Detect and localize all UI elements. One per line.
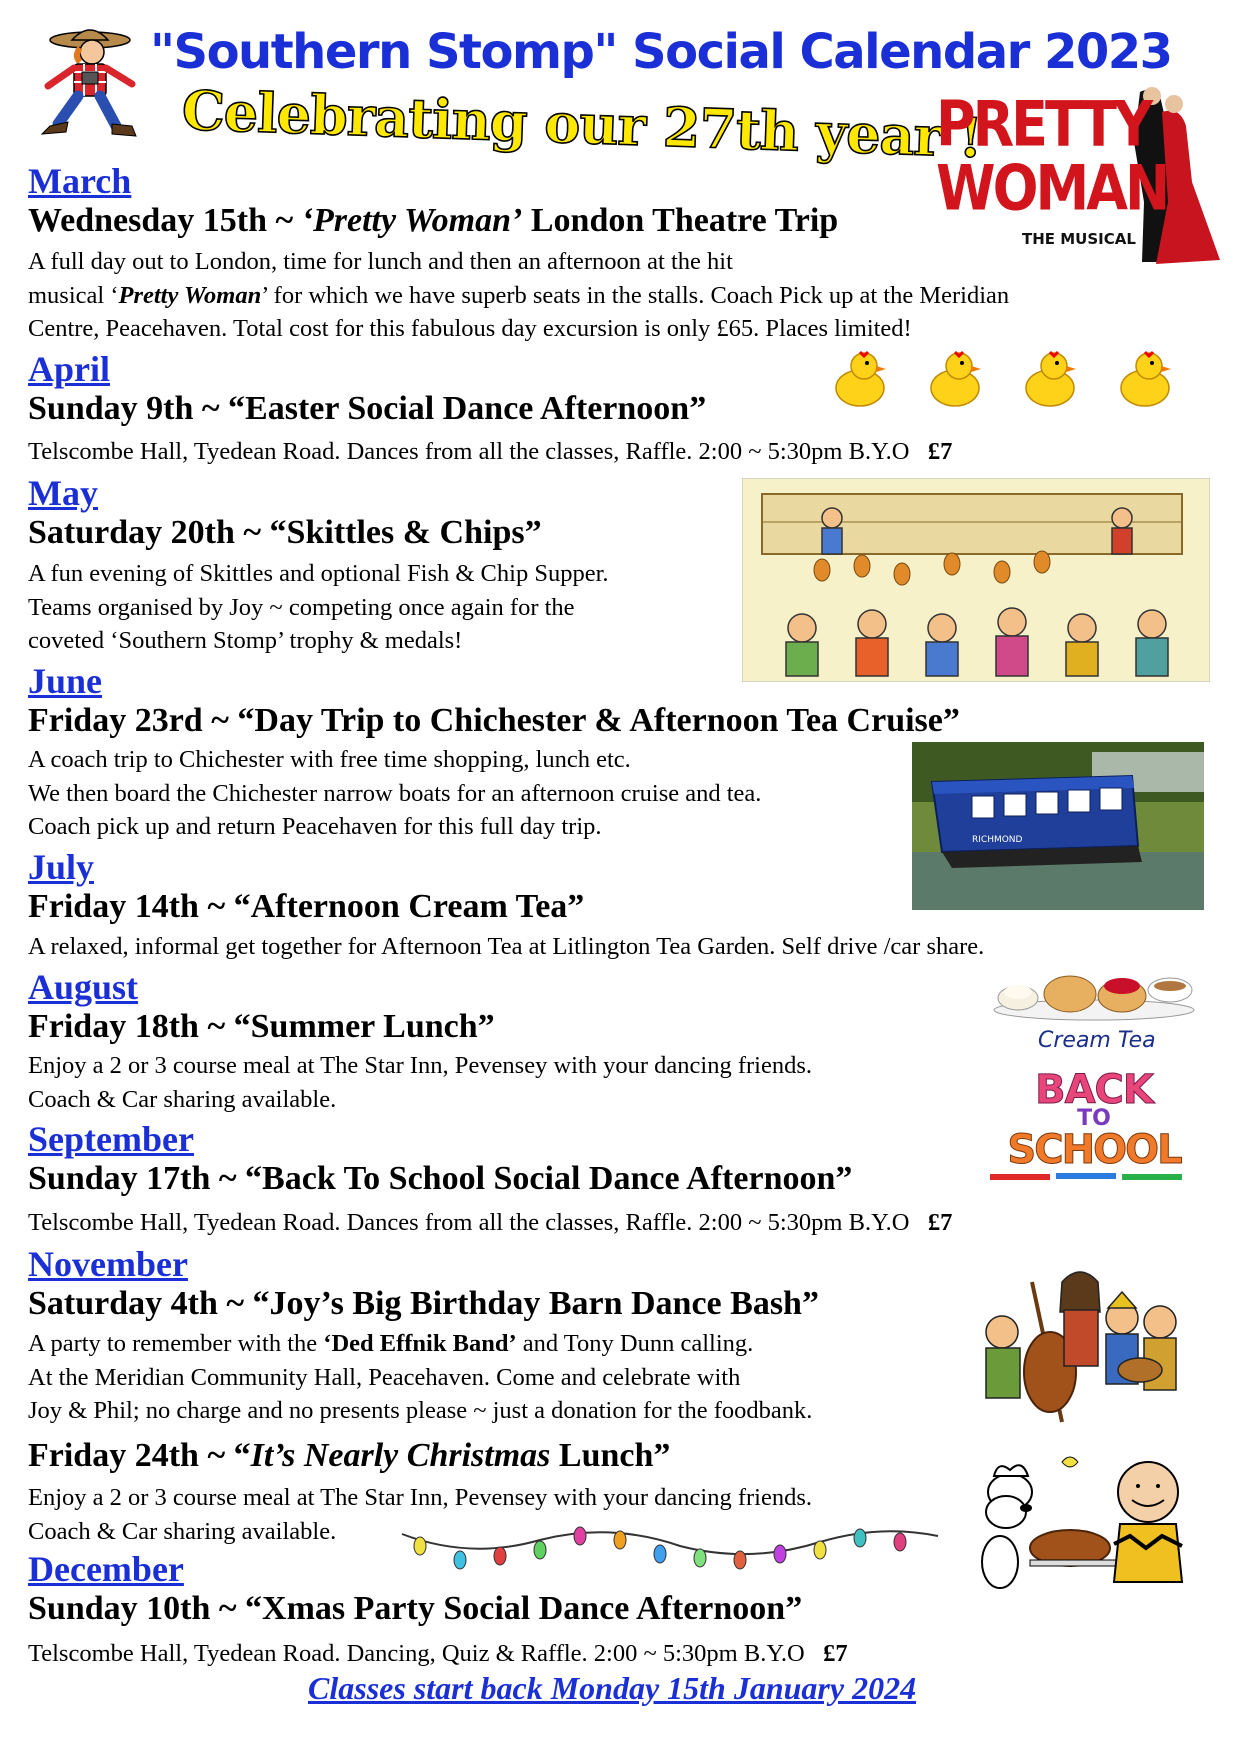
event-title-rest: Lunch” [550, 1437, 671, 1474]
text-run: musical ‘ [28, 281, 119, 309]
description-line [28, 279, 1009, 313]
sign-word-to: TO [1077, 1106, 1111, 1131]
event-description-march [28, 245, 1009, 346]
cream-tea-illustration [988, 964, 1200, 1026]
event-april: Sunday 9th ~ “Easter Social Dance Afternoon” [28, 390, 707, 427]
text-run: ’ for which we have superb seats in the stalls. Coach Pick up at the Meridian [261, 281, 1010, 309]
narrow-boat-icon [912, 742, 1204, 910]
event-description-september [28, 1206, 952, 1240]
description-line: A full day out to London, time for lunch and then an afternoon at the hit [28, 248, 733, 275]
event-september: Sunday 17th ~ “Back To School Social Dance Afternoon” [28, 1160, 853, 1197]
month-heading-june: June [28, 661, 103, 701]
description-line: Coach & Car sharing available. [28, 1085, 337, 1113]
snoopy-turkey-cartoon [970, 1452, 1206, 1602]
event-july: Friday 14th ~ “Afternoon Cream Tea” [28, 888, 585, 925]
event-description-july [28, 930, 984, 964]
event-june: Friday 23rd ~ “Day Trip to Chichester & Afternoon Tea Cruise” [28, 702, 960, 739]
cowboy-dancer-illustration [28, 26, 160, 142]
event-description-december [28, 1637, 848, 1671]
description-line: A relaxed, informal get together for Afternoon Tea at Litlington Tea Garden. Self drive /car share. [28, 933, 985, 960]
cream-tea-label: Cream Tea [1038, 1028, 1156, 1053]
footer-note: Classes start back Monday 15th January 2024 [308, 1670, 917, 1706]
sign-word-back: BACK [1035, 1067, 1153, 1113]
month-heading-september: September [28, 1119, 194, 1159]
description-line: Coach pick up and return Peacehaven for this full day trip. [28, 813, 602, 840]
christmas-lights-illustration [400, 1520, 940, 1570]
pretty-woman-poster [930, 82, 1220, 272]
description-line: At the Meridian Community Hall, Peacehaven. Come and celebrate with [28, 1363, 741, 1391]
narrow-boat-photo [912, 742, 1204, 910]
crayons-icon [986, 1170, 1202, 1184]
event-november: Saturday 4th ~ “Joy’s Big Birthday Barn Dance Bash” [28, 1285, 819, 1322]
event-description-november [28, 1327, 812, 1428]
band-name: ‘Ded Effnik Band’ [323, 1330, 517, 1357]
page-title: "Southern Stomp" Social Calendar 2023 [150, 24, 1172, 80]
month-heading-march: March [28, 161, 132, 201]
description-line: Enjoy a 2 or 3 course meal at The Star Inn, Pevensey with your dancing friends. [28, 1484, 813, 1511]
boat-name-label: RICHMOND [972, 835, 1023, 845]
text-run: and Tony Dunn calling. [516, 1330, 754, 1357]
description-line: A fun evening of Skittles and optional Fish & Chip Supper. [28, 560, 609, 587]
event-description-august [28, 1049, 812, 1116]
month-heading-december: December [28, 1549, 184, 1589]
event-december: Sunday 10th ~ “Xmas Party Social Dance Afternoon” [28, 1590, 803, 1627]
description-line: Joy & Phil; no charge and no presents please ~ just a donation for the foodbank. [28, 1397, 813, 1424]
description-line [28, 1327, 812, 1361]
price: £7 [927, 1209, 953, 1236]
event-description-june [28, 743, 761, 844]
poster-subtitle: THE MUSICAL [1022, 230, 1136, 248]
description-line: coveted ‘Southern Stomp’ trophy & medals! [28, 627, 463, 654]
month-heading-may: May [28, 473, 98, 513]
show-name: Pretty Woman [118, 281, 262, 309]
description-line: Telscombe Hall, Tyedean Road. Dances from all the classes, Raffle. 2:00 ~ 5:30pm B.Y.O [28, 1209, 910, 1236]
sign-word-school: SCHOOL [1007, 1127, 1181, 1173]
description-line: A coach trip to Chichester with free time shopping, lunch etc. [28, 746, 631, 773]
description-line: Centre, Peacehaven. Total cost for this fabulous day excursion is only £65. Places limited! [28, 315, 912, 342]
event-show-title: ‘Pretty Woman’ [301, 202, 523, 239]
event-date: Friday 24th ~ “ [28, 1437, 251, 1474]
month-heading-april: April [28, 349, 111, 389]
price: £7 [927, 438, 953, 465]
text-run: A party to remember with the [28, 1330, 324, 1357]
month-heading-november: November [28, 1244, 188, 1284]
page-subtitle: Celebrating our 27th year ! [180, 78, 983, 170]
description-line: We then board the Chichester narrow boats for an afternoon cruise and tea. [28, 779, 762, 807]
event-may: Saturday 20th ~ “Skittles & Chips” [28, 514, 542, 551]
skittles-party-cartoon [742, 478, 1210, 682]
month-heading-august: August [28, 967, 139, 1007]
description-line: Telscombe Hall, Tyedean Road. Dances from all the classes, Raffle. 2:00 ~ 5:30pm B.Y.O [28, 438, 910, 465]
poster-title-line1: PRETTY [936, 88, 1151, 161]
event-august: Friday 18th ~ “Summer Lunch” [28, 1008, 495, 1045]
event-description-may [28, 557, 609, 658]
back-to-school-sign [986, 1067, 1202, 1186]
event-description-april [28, 435, 952, 469]
barn-dance-band-cartoon [972, 1252, 1184, 1428]
description-line: Enjoy a 2 or 3 course meal at The Star Inn, Pevensey with your dancing friends. [28, 1052, 813, 1079]
description-line: Teams organised by Joy ~ competing once again for the [28, 593, 575, 621]
event-title-rest: London Theatre Trip [522, 202, 839, 239]
event-date: Wednesday 15th ~ [28, 202, 302, 239]
event-march [28, 202, 838, 240]
event-italic-title: It’s Nearly Christmas [250, 1437, 551, 1474]
event-november-christmas-lunch [28, 1437, 670, 1475]
poster-title-line2: WOMAN [936, 152, 1168, 225]
price: £7 [823, 1640, 848, 1667]
month-heading-july: July [28, 847, 95, 887]
description-line: Coach & Car sharing available. [28, 1517, 337, 1545]
description-line: Telscombe Hall, Tyedean Road. Dancing, Quiz & Raffle. 2:00 ~ 5:30pm B.Y.O [28, 1640, 805, 1667]
easter-chicks-illustration [830, 350, 1180, 410]
